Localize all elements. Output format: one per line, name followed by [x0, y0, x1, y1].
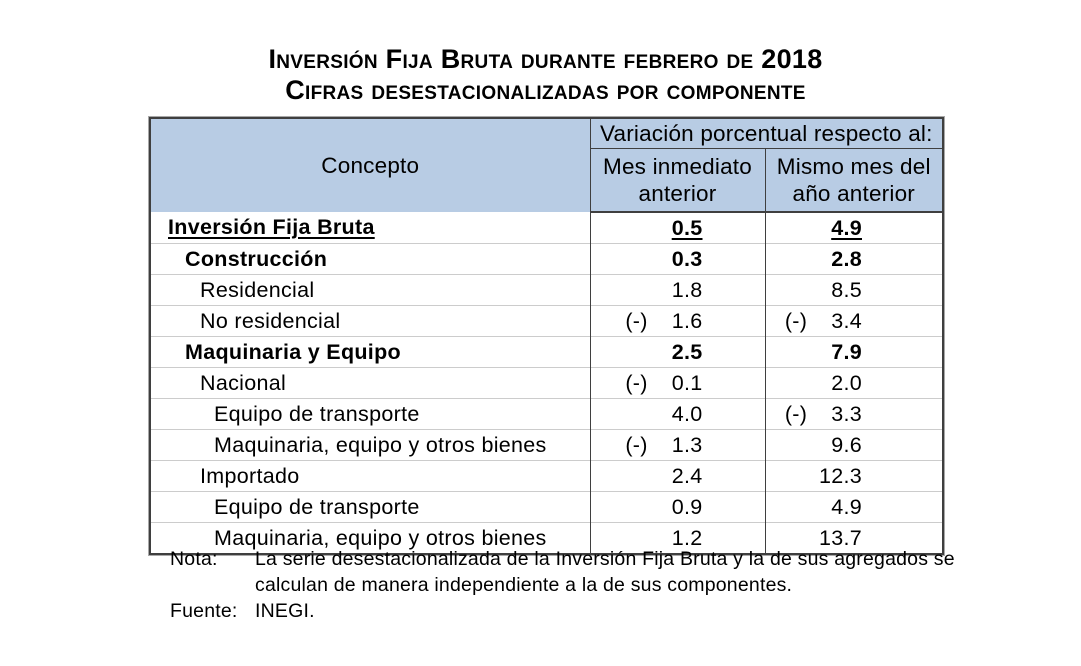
mom-value-cell: [590, 244, 765, 275]
concept-label: Importado: [200, 463, 300, 488]
mom-value-cell: [590, 430, 765, 461]
concept-label: Inversión Fija Bruta: [168, 215, 375, 239]
source-label: Fuente:: [170, 600, 238, 622]
concept-label: Construcción: [185, 246, 328, 271]
concept-label: Residencial: [200, 277, 315, 302]
table-row: [150, 368, 943, 399]
mom-value-cell: [590, 399, 765, 430]
concept-cell: [150, 368, 590, 399]
mom-value-cell: [590, 275, 765, 306]
yoy-value-cell: [765, 212, 943, 244]
mom-value: 0.1: [671, 370, 703, 395]
concept-cell: [150, 306, 590, 337]
yoy-value-cell: [765, 275, 943, 306]
concept-cell: [150, 399, 590, 430]
concept-cell: [150, 492, 590, 523]
concept-cell: [150, 275, 590, 306]
concept-cell: [150, 461, 590, 492]
header-variation-group: Variación porcentual respecto al:: [590, 118, 943, 149]
table-body: [150, 212, 943, 554]
yoy-value-cell: [765, 492, 943, 523]
concept-label: No residencial: [200, 308, 341, 333]
source-text: INEGI.: [255, 600, 315, 622]
mom-value-cell: [590, 212, 765, 244]
source-row: [170, 598, 970, 624]
concept-cell: [150, 337, 590, 368]
mom-value: 1.2: [671, 525, 703, 550]
page-subtitle: Cifras desestacionalizadas por componente: [285, 75, 806, 105]
concept-cell: [150, 212, 590, 244]
concept-label: Equipo de transporte: [214, 494, 420, 519]
yoy-value-cell: [765, 337, 943, 368]
concept-label: Maquinaria y Equipo: [185, 339, 401, 364]
note-row: [170, 546, 970, 598]
table-row: [150, 430, 943, 461]
mom-value-cell: [590, 337, 765, 368]
table-row: [150, 275, 943, 306]
mom-value-cell: [590, 492, 765, 523]
mom-value-cell: [590, 461, 765, 492]
yoy-value: 13.7: [818, 525, 862, 550]
page-title: Inversión Fija Bruta durante febrero de 2018: [268, 44, 823, 74]
yoy-value-cell: [765, 306, 943, 337]
header-col-month: Mes inmediato anterior: [590, 149, 765, 213]
concept-label: Equipo de transporte: [214, 401, 420, 426]
table-row: [150, 492, 943, 523]
mom-value: 2.5: [671, 339, 703, 364]
table-row: [150, 244, 943, 275]
note-label: Nota:: [170, 548, 218, 570]
table-row: [150, 399, 943, 430]
table-row: [150, 306, 943, 337]
mom-value: 4.0: [671, 401, 703, 426]
header-concept: Concepto: [150, 118, 590, 212]
mom-value-cell: [590, 368, 765, 399]
footnotes: [170, 546, 970, 624]
yoy-value-cell: [765, 430, 943, 461]
concept-label: Nacional: [200, 370, 287, 395]
mom-value-cell: [590, 306, 765, 337]
yoy-value: 2.8: [831, 246, 862, 271]
note-text: La serie desestacionalizada de la Inversión Fija Bruta y la de sus agregados se calculan de manera independiente a la de sus componentes.: [255, 548, 955, 596]
mom-value: 1.8: [671, 277, 703, 302]
header-col-year: Mismo mes del año anterior: [765, 149, 943, 213]
yoy-value-cell: [765, 399, 943, 430]
concept-cell: [150, 430, 590, 461]
concept-label: Maquinaria, equipo y otros bienes: [214, 432, 547, 457]
mom-value: 1.3: [671, 432, 703, 457]
yoy-negative-sign: (-): [784, 308, 808, 333]
mom-value: 0.9: [671, 494, 703, 519]
mom-negative-sign: (-): [625, 432, 648, 457]
yoy-value: 9.6: [831, 432, 862, 457]
yoy-value-cell: [765, 368, 943, 399]
yoy-value: 8.5: [831, 277, 862, 302]
yoy-value: 7.9: [831, 339, 862, 364]
mom-negative-sign: (-): [625, 370, 648, 395]
yoy-value: 2.0: [831, 370, 862, 395]
table-row: [150, 212, 943, 244]
yoy-value: 3.3: [831, 401, 862, 426]
mom-value: 2.4: [671, 463, 703, 488]
title-block: [149, 44, 942, 106]
yoy-value-cell: [765, 461, 943, 492]
mom-value: 0.5: [671, 215, 703, 240]
yoy-value-cell: [765, 244, 943, 275]
mom-value: 1.6: [671, 308, 703, 333]
table-header: [150, 118, 943, 212]
concept-cell: [150, 244, 590, 275]
yoy-value: 3.4: [831, 308, 862, 333]
table-row: [150, 337, 943, 368]
concept-label: Maquinaria, equipo y otros bienes: [214, 525, 547, 550]
mom-negative-sign: (-): [625, 308, 648, 333]
mom-value: 0.3: [671, 246, 703, 271]
ifb-components-table: [149, 117, 944, 555]
table-row: [150, 461, 943, 492]
yoy-value: 4.9: [831, 215, 862, 240]
yoy-value: 4.9: [831, 494, 862, 519]
yoy-value: 12.3: [818, 463, 862, 488]
yoy-negative-sign: (-): [784, 401, 808, 426]
